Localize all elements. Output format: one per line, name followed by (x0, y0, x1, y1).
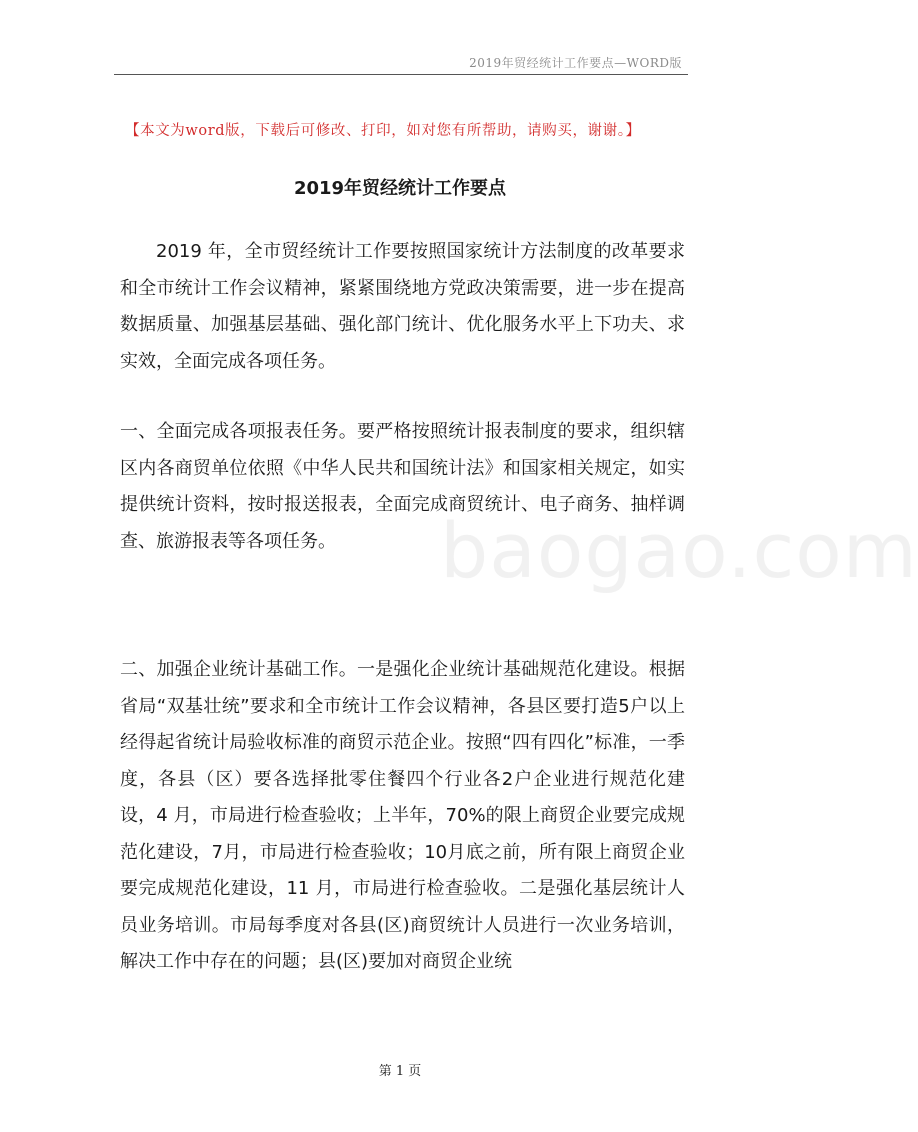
page-number: 第 1 页 (378, 1064, 422, 1079)
running-header: 2019年贸经统计工作要点—WORD版 (469, 56, 682, 70)
watermark: baogao.com (440, 506, 918, 595)
paragraph-section-1: 一、全面完成各项报表任务。要严格按照统计报表制度的要求，组织辖区内各商贸单位依照《中华人民共和国统计法》和国家相关规定，如实提供统计资料，按时报送报表，全面完成商贸统计、电子商务、抽样调查、旅游报表等各项任务。 (120, 421, 685, 552)
paragraph-intro: 2019 年，全市贸经统计工作要按照国家统计方法制度的改革要求和全市统计工作会议精神，紧紧围绕地方党政决策需要，进一步在提高数据质量、加强基层基础、强化部门统计、优化服务水平上下功夫、求实效，全面完成各项任务。 (120, 241, 685, 372)
paragraph-section-2: 二、加强企业统计基础工作。一是强化企业统计基础规范化建设。根据省局“双基壮统”要求和全市统计工作会议精神，各县区要打造5户以上经得起省统计局验收标准的商贸示范企业。按照“四有四化”标准，一季度，各县（区）要各选择批零住餐四个行业各2户企业进行规范化建设，4 月，市局进行检查验收；上半年，70%的限上商贸企业要完成规范化建设，7月，市局进行检查验收；10月底之前，所有限上商贸企业要完成规范化建设，11 月，市局进行检查验收。二是强化基层统计人员业务培训。市局每季度对各县(区)商贸统计人员进行一次业务培训，解决工作中存在的问题；县(区)要加对商贸企业统 (120, 659, 685, 972)
document-title: 2019年贸经统计工作要点 (293, 178, 507, 199)
header-divider (114, 74, 688, 75)
download-notice: 【本文为word版，下载后可修改、打印，如对您有所帮助，请购买，谢谢。】 (125, 123, 641, 139)
